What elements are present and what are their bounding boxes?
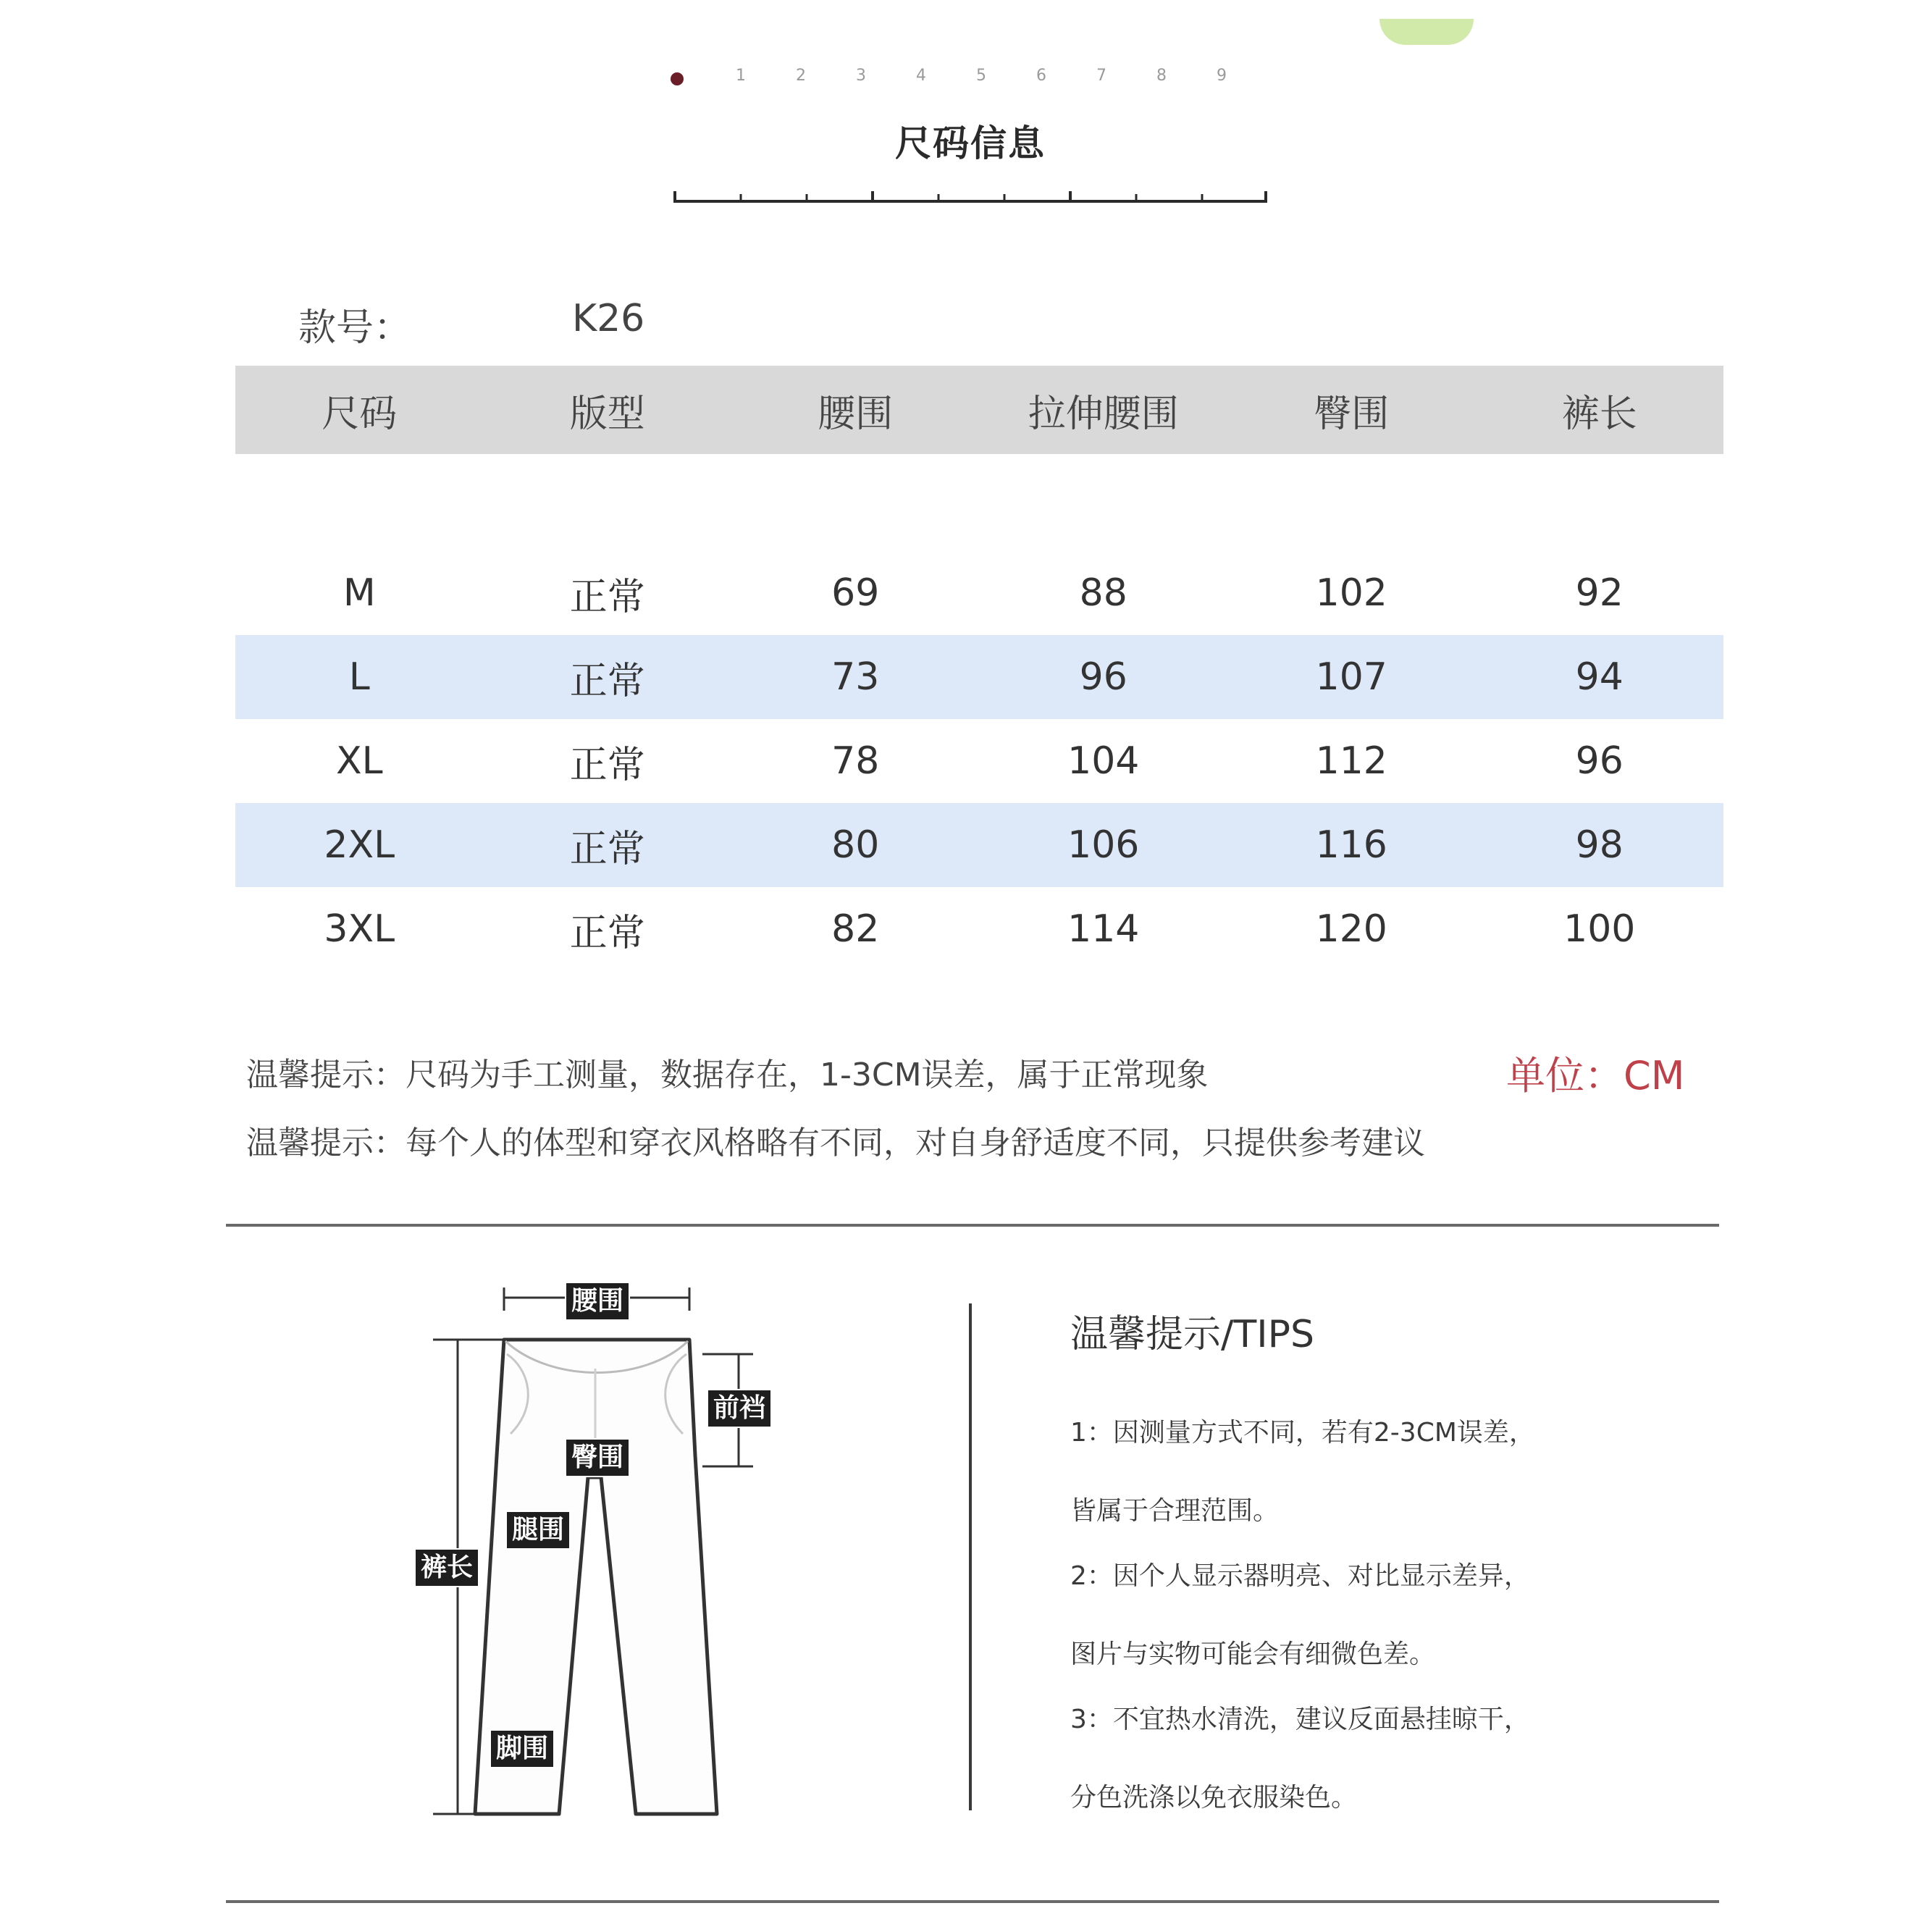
table-row [235, 887, 1723, 971]
cell-waist: 73 [831, 655, 880, 699]
cell-hip: 112 [1315, 739, 1387, 783]
ruler-numbers [666, 67, 1289, 96]
hip-label: 臀围 [566, 1440, 629, 1476]
cell-stretch-waist: 106 [1067, 823, 1140, 867]
divider [226, 1224, 1719, 1227]
ruler-number: 6 [1036, 67, 1046, 85]
cell-waist: 69 [831, 571, 880, 615]
cell-fit: 正常 [569, 911, 645, 955]
ruler-number: 8 [1156, 67, 1167, 85]
cell-size: 3XL [324, 907, 395, 951]
ruler-number: 3 [856, 67, 866, 85]
ruler-number: 7 [1096, 67, 1106, 85]
cell-stretch-waist: 88 [1079, 571, 1127, 615]
cell-size: XL [335, 739, 383, 783]
front-rise-label: 前裆 [708, 1390, 770, 1427]
size-table [235, 366, 1723, 971]
cell-size: M [343, 571, 376, 615]
page-title: 尺码信息 [895, 122, 1046, 164]
divider [226, 1900, 1719, 1903]
ruler-number: 9 [1217, 67, 1227, 85]
table-row [235, 551, 1723, 635]
decorative-green-shape [1379, 19, 1474, 45]
waist-label: 腰围 [566, 1283, 629, 1319]
pants-diagram [406, 1282, 782, 1839]
cell-stretch-waist: 96 [1079, 655, 1127, 699]
cell-size: L [348, 655, 370, 699]
header-stretch-waist: 拉伸腰围 [1028, 392, 1179, 436]
tip-line: 1：因测量方式不同，若有2-3CM误差， [1070, 1418, 1535, 1448]
cell-length: 92 [1575, 571, 1624, 615]
table-row [235, 635, 1723, 719]
unit-label: 单位：CM [1506, 1053, 1685, 1099]
cell-length: 98 [1575, 823, 1624, 867]
table-row [235, 719, 1723, 803]
cell-stretch-waist: 114 [1067, 907, 1140, 951]
cell-hip: 120 [1315, 907, 1387, 951]
cell-size: 2XL [324, 823, 395, 867]
cell-hip: 116 [1315, 823, 1387, 867]
vertical-divider [969, 1303, 972, 1810]
ruler-dot-icon [671, 72, 684, 85]
tip-line: 2：因个人显示器明亮、对比显示差异， [1070, 1561, 1530, 1591]
ruler-number: 4 [916, 67, 926, 85]
header-size: 尺码 [322, 392, 398, 436]
header-hip: 臀围 [1314, 392, 1390, 436]
length-label: 裤长 [416, 1550, 478, 1586]
cell-fit: 正常 [569, 575, 645, 619]
table-spacer [235, 454, 1723, 551]
cell-hip: 107 [1315, 655, 1387, 699]
cell-fit: 正常 [569, 659, 645, 703]
tip-line: 图片与实物可能会有细微色差。 [1070, 1639, 1436, 1669]
cell-fit: 正常 [569, 827, 645, 871]
ruler-number: 2 [796, 67, 806, 85]
tip-line: 分色洗涤以免衣服染色。 [1070, 1783, 1358, 1813]
ruler-scale [673, 191, 1267, 203]
cell-length: 100 [1563, 907, 1636, 951]
cell-length: 94 [1575, 655, 1624, 699]
cell-waist: 78 [831, 739, 880, 783]
cell-stretch-waist: 104 [1067, 739, 1140, 783]
header-waist: 腰围 [818, 392, 894, 436]
table-header-row [235, 366, 1723, 454]
cell-length: 96 [1575, 739, 1624, 783]
tip-line: 皆属于合理范围。 [1070, 1496, 1280, 1526]
cell-waist: 82 [831, 907, 880, 951]
cell-waist: 80 [831, 823, 880, 867]
style-number-label: 款号： [298, 306, 412, 350]
style-number-value: K26 [572, 297, 645, 340]
thigh-label: 腿围 [507, 1512, 569, 1548]
tips-title: 温馨提示/TIPS [1070, 1313, 1314, 1356]
tip-line: 3：不宜热水清洗，建议反面悬挂晾干， [1070, 1705, 1530, 1734]
table-row [235, 803, 1723, 887]
hem-label: 脚围 [491, 1731, 553, 1767]
cell-hip: 102 [1315, 571, 1387, 615]
cell-fit: 正常 [569, 743, 645, 787]
ruler-number: 1 [736, 67, 746, 85]
header-fit: 版型 [569, 392, 645, 436]
header-length: 裤长 [1561, 392, 1637, 436]
ruler-number: 5 [976, 67, 986, 85]
fit-note: 温馨提示：每个人的体型和穿衣风格略有不同，对自身舒适度不同，只提供参考建议 [246, 1125, 1425, 1162]
measurement-note: 温馨提示：尺码为手工测量，数据存在，1-3CM误差，属于正常现象 [246, 1057, 1209, 1093]
